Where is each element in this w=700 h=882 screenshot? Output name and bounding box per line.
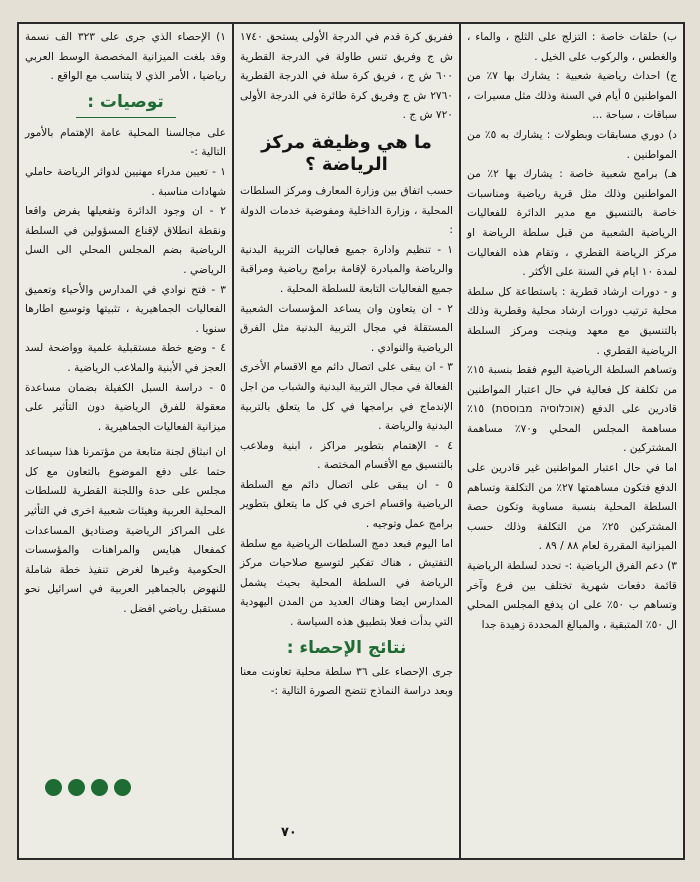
section-heading-role: ما هي وظيفة مركز الرياضة ؟ [261,131,432,175]
paragraph: و - دورات ارشاد قطرية : باستطاعة كل سلطة محلية ترتيب دورات ارشاد محلية وقطرية وذلك بالتنسيق مع معهد وينجت ومركز السلطة الرياضية القطري . [467,285,677,357]
paragraph: على مجالسنا المحلية عامة الإهتمام بالأمور التالية :- [25,126,226,159]
paragraph: ٣ - فتح نوادي في المدارس والأحياء وتعميق الفعاليات الجماهيرية ، تثبيتها وتوسيع اطارها سنويا . [25,283,226,335]
paragraph: ١ - تعيين مدراء مهنيين لدوائر الرياضة حاملي شهادات مناسبة . [25,165,226,198]
column-left [19,24,234,858]
decorative-dots [45,779,137,800]
paragraph: ٢ - ان يتعاون وان يساعد المؤسسات الشعبية المستقلة في مجال التربية البدنية مثل الفرق الرياضية والنوادي . [240,302,453,354]
paragraph: حسب اتفاق بين وزارة المعارف ومركز السلطات المحلية ، وزارة الداخلية ومفوضية خدمات الدولة : [240,184,453,237]
column-middle [234,24,461,858]
green-dot-icon [114,779,131,796]
green-dot-icon [68,779,85,796]
green-dot-icon [91,779,108,796]
paragraph: ب) حلقات خاصة : التزلج على الثلج ، والماء ، والغطس ، والركوب على الخيل . [467,31,677,63]
paragraph: ٥ - ان يبقى على اتصال دائم مع السلطة الرياضية واقسام اخرى في كل ما يتعلق بتطوير برامج عمل وتوجيه . [240,478,453,531]
paragraph: ج) احداث رياضية شعبية : يشارك بها ٧٪ من المواطنين ٥ أيام في السنة وذلك مثل مسيرات ، سباقات ، سباحة ... [467,70,678,122]
paragraph: جرى الإحصاء على ٣٦ سلطة محلية تعاونت معنا وبعد دراسة النماذج تتضح الصورة التالية :- [240,665,453,698]
column-right [461,24,683,858]
heading-underline [76,117,176,118]
section-heading-recommendations: توصيات : [87,91,164,112]
paragraph: ٣) دعم الفرق الرياضية :- تحدد لسلطة الرياضية قائمة دفعات شهرية تختلف بين فرع وآخر وتساهم ب ٥٠٪ على ان يدفع المجلس المحلي ال ٥٠٪ المتبقية ، والمبالغ المحددة زهيدة جدا [467,560,677,631]
paragraph: ١ - تنظيم وادارة جميع فعاليات التربية البدنية والرياضة والمبادرة لإقامة برامج رياضية ومراقبة جميع الفعاليات التابعة للسلطة المحلية . [240,243,453,295]
paragraph: ٢ - ان وجود الدائرة وتفعيلها يفرض واقعا ونقطة انطلاق لإقناع المسؤولين في السلطة الرياضية بضم المجلس المحلي الى السل الرياضي . [25,205,226,276]
paragraph: ٤ - وضع خطة مستقبلية علمية وواضحة لسد العجز في الأبنية والملاعب الرياضية . [25,342,226,374]
paragraph: د) دوري مسابقات وبطولات : يشارك به ٥٪ من المواطنين . [467,128,677,161]
page-frame [17,22,685,860]
paragraph: هـ) برامج شعبية خاصة : يشارك بها ٢٪ من المواطنين وذلك مثل قرية رياضية ومناسبات خاصة بالتنسيق مع مدير الدائرة للفعاليات الرياضية الشعبية من قبل سلطة الرياضة او مركز الرياضة القطري ، وتقام هذه الفعاليات لمدة ١٠ ايام في السنة على الأكثر . [467,168,677,279]
paragraph: اما في حال اعتبار المواطنين غير قادرين على الدفع فتكون مساهمتها ٢٧٪ من التكلفة وتساهم السلطة المحلية بنسبة مساوية وتكون حصة المشتركين ٢٥٪ من التكلفة وذلك حسب الميزانية المقررة لعام ٨٨ / ٨٩ . [467,462,677,553]
section-heading-results: نتائج الإحصاء : [286,637,407,658]
paragraph: ١) الإحصاء الذي جرى على ٣٢٣ الف نسمة وقد بلغت الميزانية المخصصة الوسط العربي رياضيا ، الأمر الذي لا يتناسب مع الواقع . [25,31,226,83]
paragraph: ٤ - الإهتمام بتطوير مراكز ، ابنية وملاعب بالتنسيق مع الأقسام المختصة . [240,439,453,472]
paragraph: وتساهم السلطة الرياضية اليوم فقط بنسبة ١٥٪ من تكلفة كل فعالية في حال اعتبار المواطنين قادرين على الدفع (אוכלוסיה מבוססת) ١٥٪ مساهمة المجلس المحلي و٧٠٪ مساهمة المشتركين . [467,364,677,455]
paragraph: اما اليوم فبعد دمج السلطات الرياضية مع سلطة التفتيش ، هناك تفكير لتوسيع صلاحيات مركز الرياضة في السلطة المحلية بحيث يشمل المدارس ايضا وهناك العديد من المدن اليهودية التي بدأت فعلا بتطبيق هذه السياسة . [240,537,453,629]
paragraph: ٥ - دراسة السبل الكفيلة بضمان مساعدة معقولة للفرق الرياضية دون التأثير على ميزانية الفعاليات الجماهيرية . [25,381,226,433]
green-dot-icon [45,779,62,796]
paragraph: ان انبثاق لجنة متابعة من مؤتمرنا هذا سيساعد حتما على دفع الموضوع بالتعاون مع كل مجلس على حدة واللجنة القطرية للسلطات المحلية العربية وهيئات شعبية اخرى في التأثير على المراكز الرياضية وصناديق المساعدات كمفعال هبايس والمراهنات والمؤسسات الحكومية وغيرها لغرض تنفيذ خطة شاملة للنهوض بالجماهير العربية في اسرائيل نحو مستقبل رياضي افضل . [25,446,226,616]
paragraph: ٣ - ان يبقى على اتصال دائم مع الاقسام الأخرى الفعالة في مجال التربية البدنية والشباب من اجل الإندماج في برامجها في كل ما يتعلق بالتربية البدنية والرياضة . [240,361,453,433]
paragraph: ففريق كرة قدم في الدرجة الأولى يستحق ١٧٤٠ ش ج وفريق تنس طاولة في الدرجة القطرية ٦٠٠ ش ج ، فريق كرة سلة في الدرجة القطرية ٢٧٦٠ ش ج وفريق كرة طائرة في الدرجة الأولى ٧٢٠ ش ج . [240,31,453,122]
page-number: ٧٠ [281,825,297,840]
